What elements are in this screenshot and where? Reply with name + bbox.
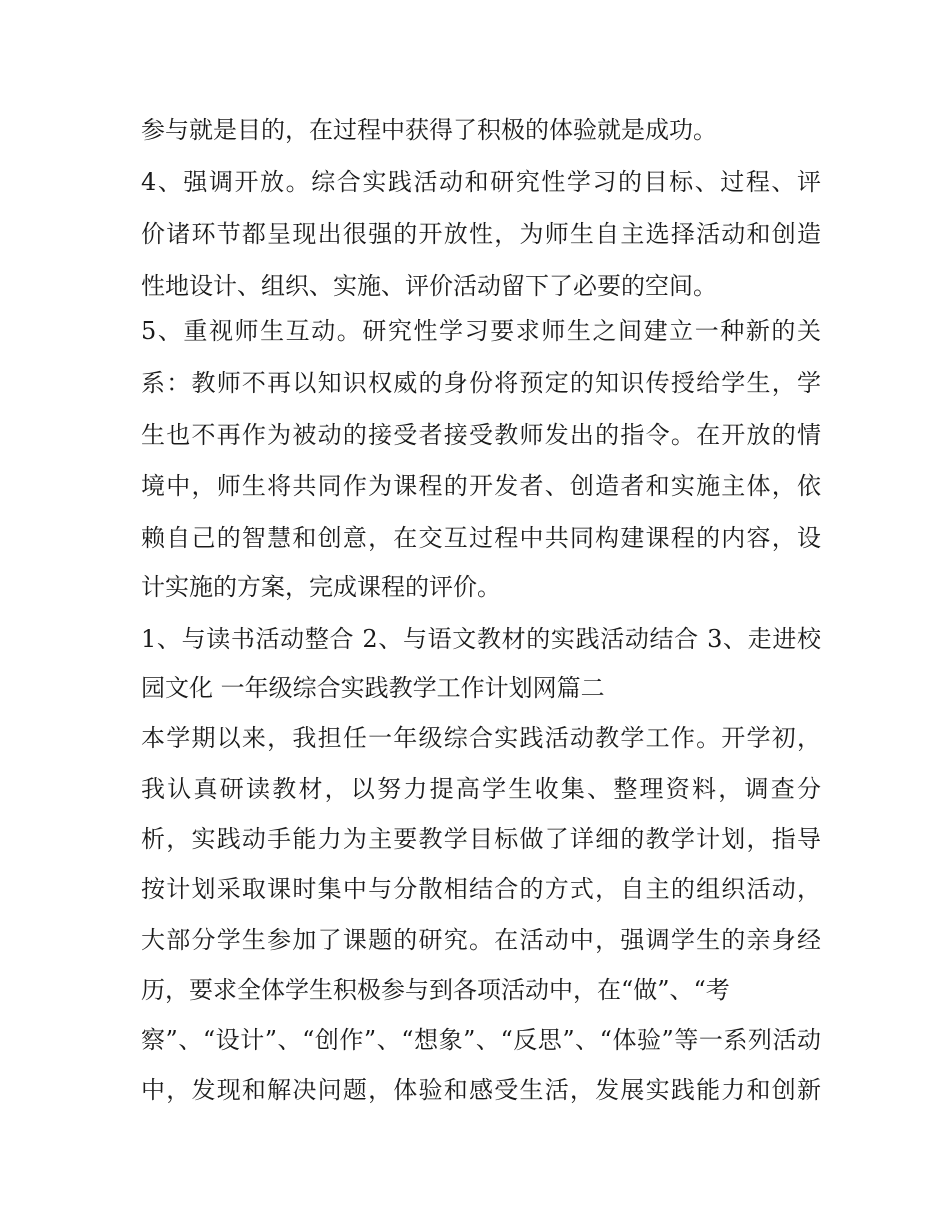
text-line: 大部分学生参加了课题的研究。在活动中，强调学生的亲身经 — [141, 926, 821, 954]
text-line: 4、强调开放。综合实践活动和研究性学习的目标、过程、评 — [141, 168, 821, 196]
text-line: 境中，师生将共同作为课程的开发者、创造者和实施主体，依 — [141, 472, 821, 500]
text-line: 历，要求全体学生积极参与到各项活动中，在“做”、“考 — [141, 976, 730, 1004]
text-line: 按计划采取课时集中与分散相结合的方式，自主的组织活动， — [141, 875, 821, 903]
text-line: 析，实践动手能力为主要教学目标做了详细的教学计划，指导 — [141, 825, 821, 853]
text-line: 我认真研读教材，以努力提高学生收集、整理资料，调查分 — [141, 775, 821, 803]
text-line: 生也不再作为被动的接受者接受教师发出的指令。在开放的情 — [141, 421, 821, 449]
text-line: 参与就是目的，在过程中获得了积极的体验就是成功。 — [141, 116, 717, 144]
text-line: 察”、“设计”、“创作”、“想象”、“反思”、“体验”等一系列活动 — [141, 1026, 821, 1054]
text-line: 1、与读书活动整合 2、与语文教材的实践活动结合 3、走进校 — [141, 625, 821, 653]
text-line: 5、重视师生互动。研究性学习要求师生之间建立一种新的关 — [141, 317, 821, 345]
text-line: 本学期以来，我担任一年级综合实践活动教学工作。开学初， — [141, 724, 821, 752]
text-line: 性地设计、组织、实施、评价活动留下了必要的空间。 — [141, 272, 717, 300]
text-line: 赖自己的智慧和创意，在交互过程中共同构建课程的内容，设 — [141, 524, 821, 552]
text-line: 中，发现和解决问题，体验和感受生活，发展实践能力和创新 — [141, 1076, 821, 1104]
text-line: 园文化 一年级综合实践教学工作计划网篇二 — [141, 674, 605, 702]
text-line: 系：教师不再以知识权威的身份将预定的知识传授给学生，学 — [141, 369, 821, 397]
text-line: 价诸环节都呈现出很强的开放性，为师生自主选择活动和创造 — [141, 220, 821, 248]
text-line: 计实施的方案，完成课程的评价。 — [141, 573, 501, 601]
